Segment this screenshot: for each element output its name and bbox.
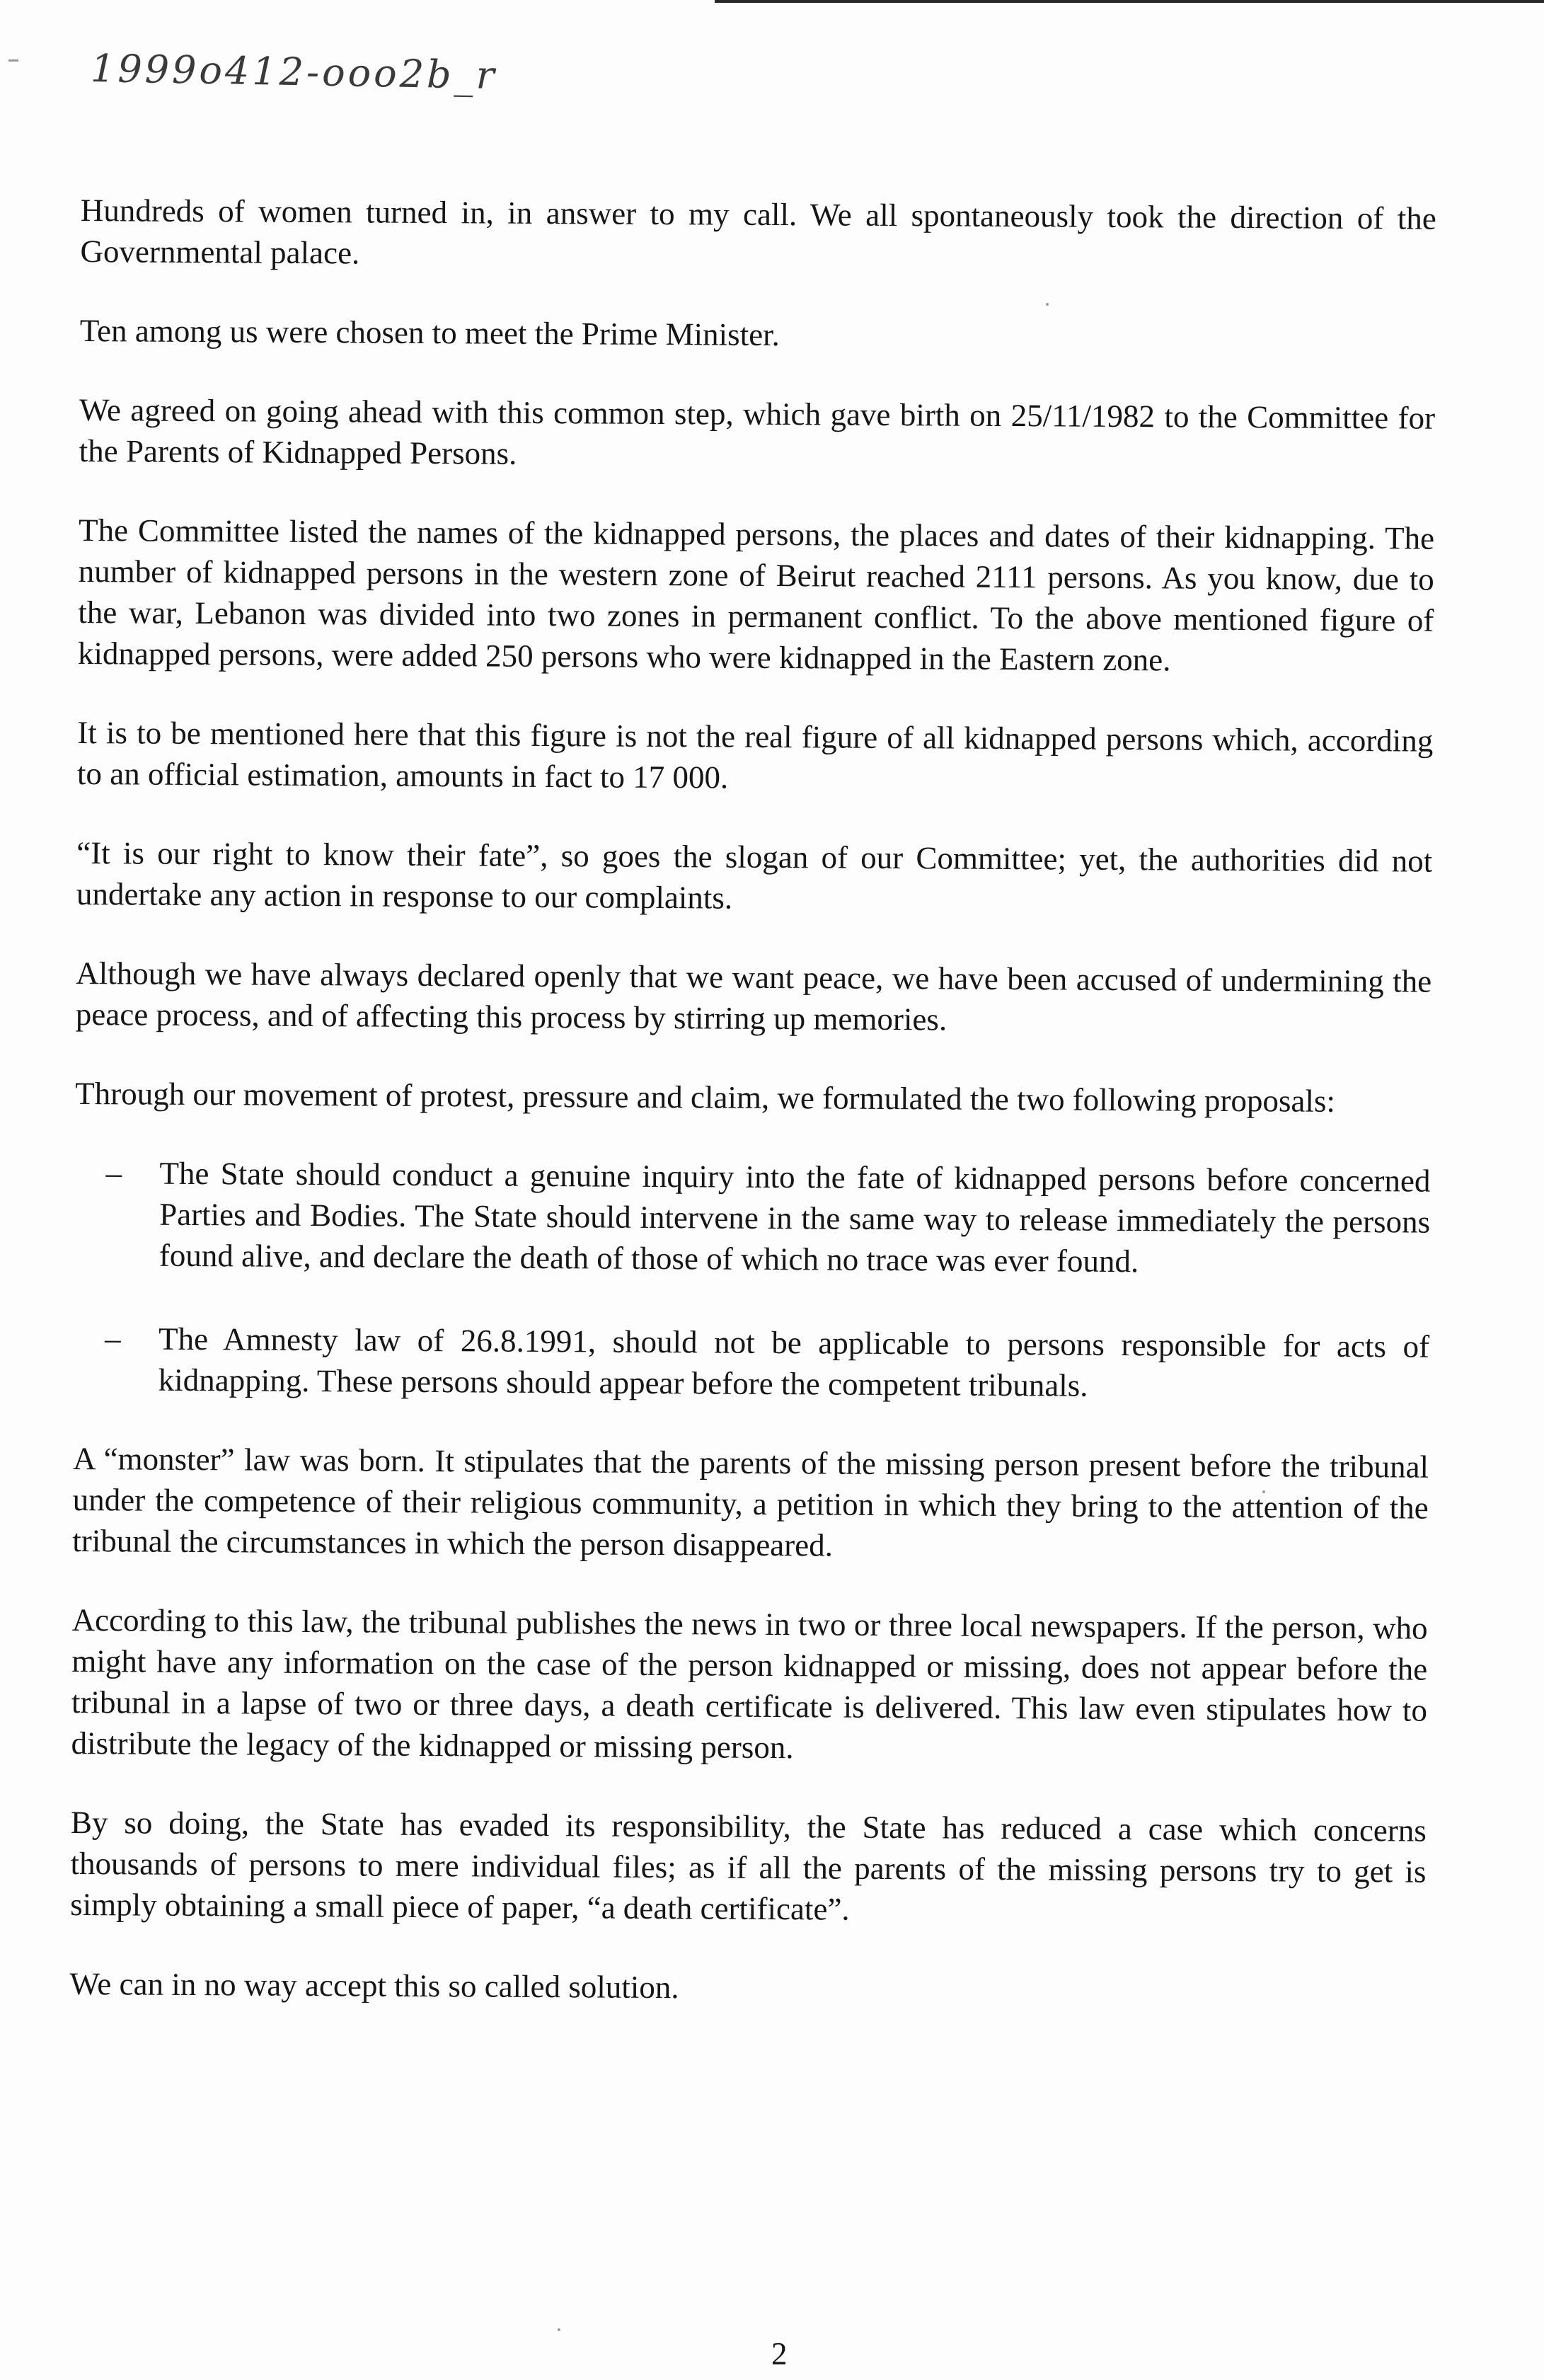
paragraph: Ten among us were chosen to meet the Prime Minister. (79, 312, 780, 353)
paragraph: Hundreds of women turned in, in answer to my call. We all spontaneously took the direction of the Governmental palace. (80, 192, 1436, 271)
list-dash: – (105, 1155, 122, 1191)
scan-speck (558, 2328, 560, 2331)
proposal-item (74, 1318, 1430, 1408)
proposal-item (74, 1152, 1431, 1284)
paragraph: Although we have always declared openly that we want peace, we have been accused of undermining the peace process, and of affecting this process by stirring up memories. (75, 955, 1432, 1037)
list-dash: – (104, 1321, 121, 1357)
paragraph: We agreed on going ahead with this common step, which gave birth on 25/11/1982 to the Committee for the Parents of Kidnapped Persons. (79, 391, 1436, 471)
paragraph: A “monster” law was born. It stipulates that the parents of the missing person present before the tribunal under the competence of their religious community, a petition in which they bring to the attention of the tribunal the circumstances in which the person disappeared. (72, 1440, 1429, 1563)
proposal-text: The Amnesty law of 26.8.1991, should not be applicable to persons responsible for acts of kidnapping. These persons should appear before the competent tribunals. (158, 1321, 1430, 1403)
proposal-text: The State should conduct a genuine inquiry into the fate of kidnapped persons before concerned Parties and Bodies. The State should intervene in the same way to release immediately the persons found alive, and declare the death of those of which no trace was ever found. (159, 1155, 1431, 1280)
top-edge-rule (715, 0, 1544, 3)
paragraph: According to this law, the tribunal publishes the news in two or three local newspapers. If the person, who might have any information on the case of the person kidnapped or missing, does not appear before the tribunal in a lapse of two or three days, a death certificate is delivered. This law even stipulates how to distribute the legacy of the kidnapped or missing person. (71, 1602, 1428, 1766)
paragraph: Through our movement of protest, pressure and claim, we formulated the two following proposals: (75, 1075, 1336, 1119)
letter-body (69, 190, 1436, 2051)
proposal-list (74, 1152, 1431, 1408)
paragraph: The Committee listed the names of the kidnapped persons, the places and dates of their kidnapping. The number of kidnapped persons in the western zone of Beirut reached 2111 persons. As you know, due to the war, Lebanon was divided into two zones in permanent conflict. To the above mentioned figure of kidnapped persons, were added 250 persons who were kidnapped in the Eastern zone. (77, 512, 1435, 678)
paragraph: By so doing, the State has evaded its responsibility, the State has reduced a case which concerns thousands of persons to mere individual files; as if all the parents of the missing persons try to get is simply obtaining a small piece of paper, “a death certificate”. (70, 1804, 1427, 1927)
scan-mark (8, 59, 18, 62)
handwritten-reference-number: 1999o412-ooo2b_r (90, 45, 498, 98)
page-number: 2 (771, 2336, 788, 2372)
paragraph: It is to be mentioned here that this figure is not the real figure of all kidnapped persons which, according to an official estimation, amounts in fact to 17 000. (76, 714, 1434, 795)
paragraph: “It is our right to know their fate”, so goes the slogan of our Committee; yet, the authorities did not undertake any action in response to our complaints. (76, 834, 1433, 916)
paragraph: We can in no way accept this so called solution. (69, 1965, 679, 2006)
